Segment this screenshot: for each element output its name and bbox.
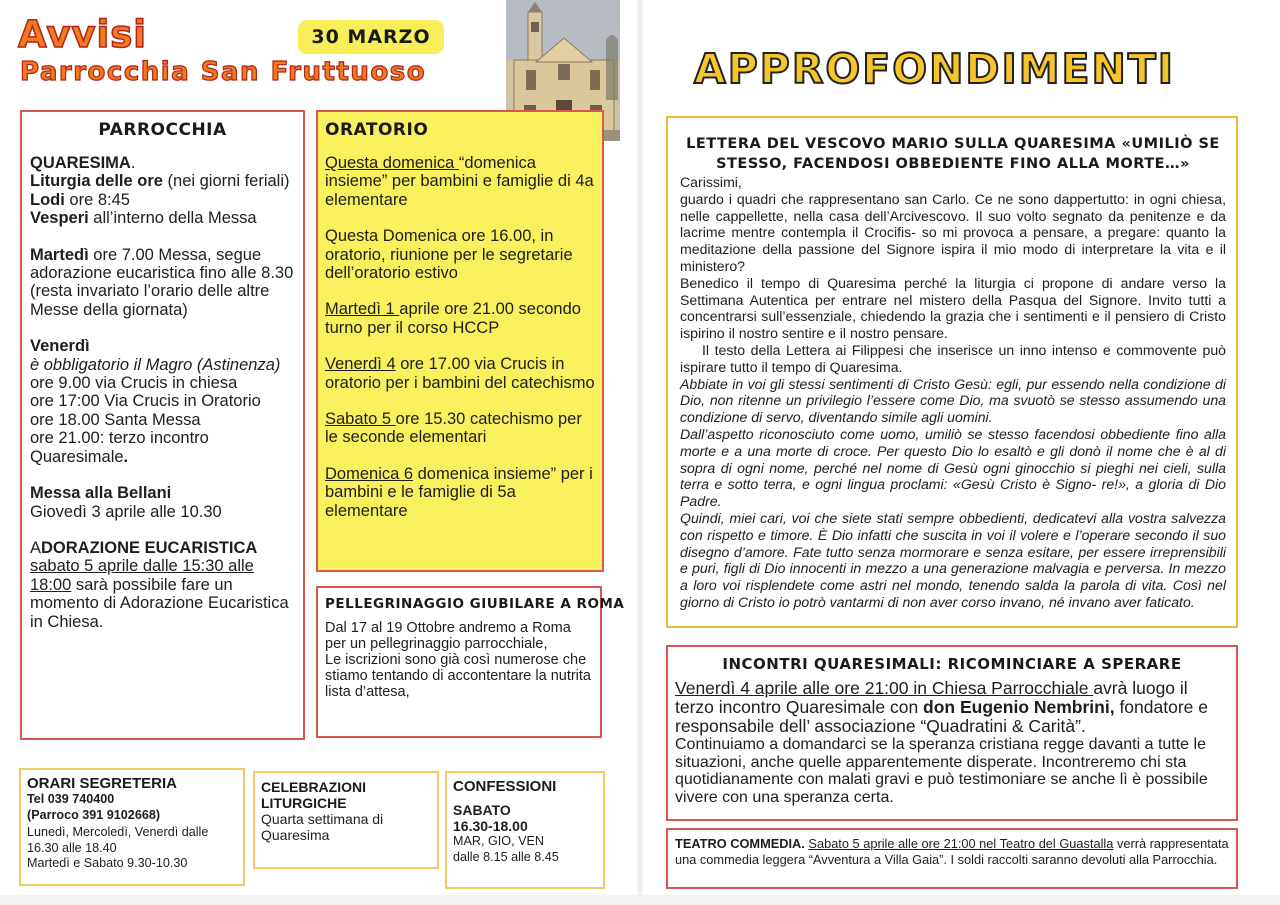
oratorio-box — [316, 110, 604, 572]
quaresima-block — [30, 154, 295, 228]
celebrazioni-text: Quarta settimana di Quaresima — [261, 811, 384, 843]
liturgia-text: (nei giorni feriali) — [162, 172, 290, 191]
oratorio-item-date: Martedì 1 — [325, 300, 400, 319]
venerdi-block — [30, 337, 295, 466]
oratorio-item-date: Venerdì 4 — [325, 355, 396, 374]
approfondimenti-title: APPROFONDIMENTI — [694, 45, 1176, 93]
oratorio-item — [325, 227, 595, 282]
oratorio-item — [325, 465, 595, 520]
venerdi-dot: . — [123, 447, 129, 466]
quaresima-heading: QUARESIMA — [30, 154, 131, 172]
incontri-description: Continuiamo a domandarci se la speranza cristiana regge davanti a tutte le situazioni, anche quelle apparentemente disperate. Incontreremo chi sta quotidianamente con malati gravi e può testimoniare se anche lì è possibile vivere con una speranza certa. — [675, 736, 1208, 806]
oratorio-item-text: domenica insieme” per i bambini e le famiglie di 5a elementare — [325, 464, 593, 520]
confessioni-days-2: MAR, GIO, VEN — [453, 834, 544, 848]
confessioni-time: 16.30-18.00 — [453, 817, 528, 834]
segreteria-parroco: (Parroco 391 9102668) — [27, 807, 161, 822]
bellani-text: Giovedì 3 aprile alle 10.30 — [30, 502, 222, 521]
lettera-body — [680, 174, 1226, 611]
oratorio-item-text: Questa Domenica ore 16.00, in oratorio, riunione per le segretarie dell’oratorio estivo — [325, 227, 573, 283]
incontri-date: Venerdì 4 aprile alle ore 21:00 in Chiesa Parrocchiale — [675, 678, 1094, 698]
pellegrinaggio-title: PELLEGRINAGGIO GIUBILARE A ROMA — [325, 596, 625, 612]
oratorio-item-text: ore 17.00 via Crucis in oratorio per i bambini del catechismo — [325, 355, 595, 392]
incontri-text-2: fondatore e responsabile dell’ associazione “Quadratini & Carità”. — [675, 697, 1208, 736]
segreteria-hours-1: Lunedì, Mercoledì, Venerdì dalle 16.30 alle 18.40 — [27, 825, 209, 855]
teatro-heading: TEATRO COMMEDIA. — [675, 836, 805, 851]
incontri-title: INCONTRI QUARESIMALI: RICOMINCIARE A SPERARE — [722, 655, 1182, 673]
oratorio-title: ORATORIO — [325, 120, 429, 140]
lettera-paragraph: Il testo della Lettera ai Filippesi che inserisce un inno intenso e commovente può ispirare tutto il tempo di Quaresima. — [680, 341, 1226, 375]
celebrazioni-box — [253, 771, 439, 869]
venerdi-line: ore 18.00 Santa Messa — [30, 410, 201, 429]
adorazione-initial: A — [30, 538, 42, 557]
lettera-quote: Dall’aspetto riconosciuto come uomo, umiliò se stesso facendosi obbediente fino alla morte e a una morte di croce. Per questo Dio lo esaltò e gli donò il nome che è al di sopra di ogni nome, perché nel nome di Gesù ogni ginocchio si pieghi nei cieli, sulla terra e sotto terra, e ogni lingua proclami: «Gesù Cristo è Signo- re!», a gloria di Dio Padre. — [680, 425, 1226, 510]
lettera-paragraph: Carissimi, — [680, 174, 742, 190]
adorazione-heading: DORAZIONE EUCARISTICA — [41, 538, 258, 557]
vesperi-text: all’interno della Messa — [88, 209, 257, 228]
teatro-text — [675, 836, 1229, 867]
lettera-paragraph: Benedico il tempo di Quaresima perché la liturgia ci propone di andare verso la Settimana Autentica per entrare nel mistero della Pasqua del Signore. Invito tutti a concentrarsi sull’essenziale, chiedendo la grazia che i sentimenti e il pensiero di Cristo ispirino il nostro sentire e il nostro pensare. — [680, 274, 1226, 342]
oratorio-item — [325, 355, 595, 392]
segreteria-box — [19, 768, 245, 886]
teatro-date: Sabato 5 aprile alle ore 21:00 nel Teatro del Guastalla — [808, 836, 1114, 851]
segreteria-hours-2: Martedì e Sabato 9.30-10.30 — [27, 856, 188, 870]
bottom-strip — [0, 895, 1280, 905]
quaresima-dot: . — [130, 154, 136, 172]
lettera-paragraph: guardo i quadri che rappresentano san Carlo. Ce ne sono dappertutto: in ogni chiesa, nelle cappellette, nella casa dell’Arcivescovo. Il suo volto segnato da penitenze e da lacrime mentre contempla il Crocifis- so mi provoca a pensare, a pregare: quanto la meditazione della passione del Signore ispira il mio modo di interpretare la vita e il ministero? — [680, 190, 1226, 274]
venerdi-line: ore 17:00 Via Crucis in Oratorio — [30, 392, 261, 411]
venerdi-magro: è obbligatorio il Magro (Astinenza) — [30, 355, 281, 374]
confessioni-box — [445, 771, 605, 889]
lodi-label: Lodi — [30, 190, 65, 209]
celebrazioni-title: CELEBRAZIONI LITURGICHE — [261, 779, 366, 811]
pellegrinaggio-text-1: Dal 17 al 19 Ottobre andremo a Roma per un pellegrinaggio parrocchiale, — [325, 620, 571, 652]
teatro-description: verrà rappresentata una commedia leggera “Avventura a Villa Gaia”. I soldi raccolti saranno devoluti alla Parrocchia. — [675, 836, 1229, 867]
confessioni-day: SABATO — [453, 802, 511, 818]
lettera-box — [666, 116, 1238, 628]
confessioni-title: CONFESSIONI — [453, 778, 557, 795]
parrocchia-title: PARROCCHIA — [98, 120, 227, 140]
venerdi-line: ore 21.00: terzo incontro Quaresimale — [30, 429, 209, 466]
page-fold — [636, 0, 644, 905]
incontri-text-1: avrà luogo il terzo incontro Quaresimale con — [675, 678, 1188, 717]
vesperi-label: Vesperi — [30, 209, 89, 228]
pellegrinaggio-text — [325, 620, 593, 700]
page-subtitle: Parrocchia San Fruttuoso — [20, 57, 427, 87]
venerdi-label: Venerdì — [30, 337, 90, 356]
lettera-quote: Abbiate in voi gli stessi sentimenti di Cristo Gesù: egli, pur essendo nella condizione di Dio, non ritenne un privilegio l’essere come Dio, ma svuotò se stesso assumendo una condizione di servo, diventando simile agli uomini. — [680, 375, 1226, 426]
parrocchia-box — [20, 110, 305, 740]
page-title: Avvisi — [18, 13, 147, 56]
incontri-speaker: don Eugenio Nembrini, — [923, 697, 1115, 717]
adorazione-text: sarà possibile fare un momento di Adorazione Eucaristica in Chiesa. — [30, 575, 289, 631]
martedi-label: Martedì — [30, 245, 89, 264]
bellani-label: Messa alla Bellani — [30, 484, 172, 503]
adorazione-date: sabato 5 aprile dalle 15:30 alle 18:00 — [30, 557, 254, 594]
teatro-box — [666, 828, 1238, 889]
oratorio-item-text: ore 15.30 catechismo per le seconde elementari — [325, 410, 582, 447]
lettera-quote: Quindi, miei cari, voi che siete stati sempre obbedienti, dedicatevi alla vostra salvezza con rispetto e timore. È Dio infatti che suscita in voi il volere e l’operare secondo il suo disegno d’amore. Fate tutto senza mormorare e senza esitare, per essere irreprensibili e puri, figli di Dio innocenti in mezzo a una generazione malvagia e perversa. In mezzo a loro voi risplendete come astri nel mondo, tenendo salda la parola di vita. Così nel giorno di Cristo io potrò vantarmi di non aver corso invano, né invano aver faticato. — [680, 509, 1226, 610]
date-badge: 30 MARZO — [298, 20, 444, 54]
pellegrinaggio-box — [316, 586, 625, 738]
oratorio-item-text: aprile ore 21.00 secondo turno per il corso HCCP — [325, 300, 581, 337]
venerdi-line: ore 9.00 via Crucis in chiesa — [30, 374, 238, 393]
adorazione-block — [30, 539, 295, 631]
oratorio-item-date: Sabato 5 — [325, 410, 396, 429]
oratorio-item-text: “domenica insieme” per bambini e famiglie di 4a elementare — [325, 154, 594, 209]
bellani-block — [30, 484, 295, 521]
martedi-text: ore 7.00 Messa, segue adorazione eucaristica fino alle 8.30 — [30, 245, 294, 283]
lettera-title: LETTERA DEL VESCOVO MARIO SULLA QUARESIMA «UMILIÒ SE STESSO, FACENDOSI OBBEDIENTE FINO ALLA MORTE…» — [686, 136, 1220, 172]
martedi-note: (resta invariato l’orario delle altre Messe della giornata) — [30, 282, 270, 319]
segreteria-tel: Tel 039 740400 — [27, 792, 115, 806]
oratorio-item — [325, 154, 595, 209]
oratorio-item-date: Questa domenica — [325, 154, 459, 172]
oratorio-item-date: Domenica 6 — [325, 464, 414, 483]
confessioni-time-2: dalle 8.15 alle 8.45 — [453, 849, 559, 864]
martedi-block — [30, 246, 295, 320]
oratorio-item — [325, 300, 595, 337]
pellegrinaggio-text-2: Le iscrizioni sono già così numerose che stiamo tentando di accontentare la nutrita lista d’attesa, — [325, 652, 591, 700]
incontri-text — [675, 679, 1229, 736]
oratorio-item — [325, 410, 595, 447]
liturgia-label: Liturgia delle ore — [30, 172, 163, 191]
lodi-text: ore 8:45 — [64, 190, 130, 209]
incontri-box — [666, 645, 1238, 821]
segreteria-title: ORARI SEGRETERIA — [27, 775, 178, 792]
